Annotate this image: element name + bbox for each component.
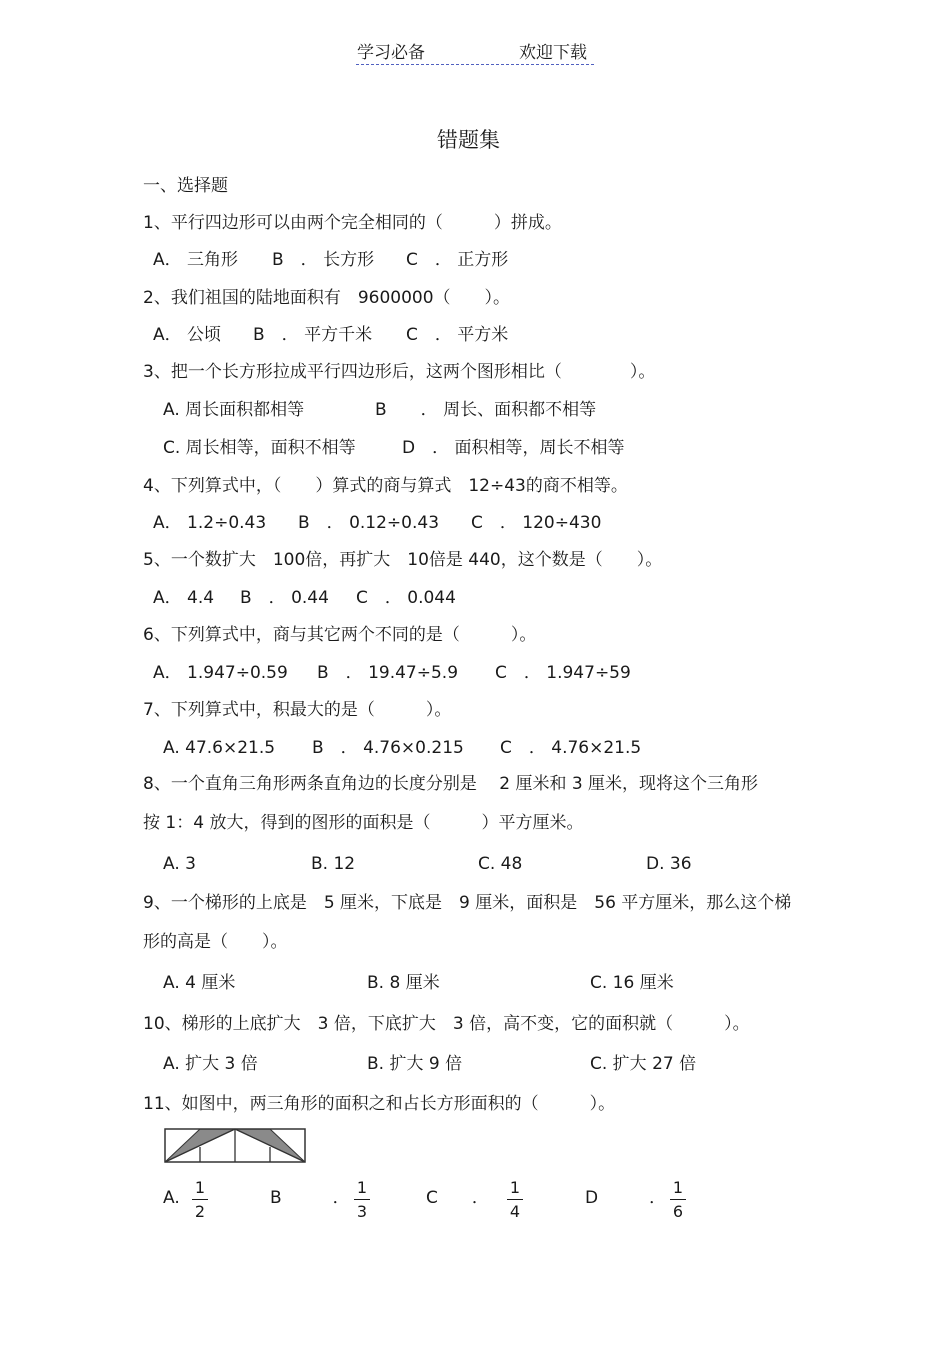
q8-option-a: A. 3	[163, 854, 196, 874]
question-10-stem: 10、梯形的上底扩大 3 倍，下底扩大 3 倍，高不变，它的面积就（ ）。	[143, 1014, 750, 1034]
q6-option-b: B ． 19.47÷5.9	[317, 663, 459, 683]
q7-option-b: B ． 4.76×0.215	[312, 738, 464, 758]
question-8-stem-line2: 按 1：4 放大，得到的图形的面积是（ ）平方厘米。	[143, 813, 584, 833]
q1-option-a: A． 三角形	[153, 250, 239, 270]
question-4-stem: 4、下列算式中，（ ）算式的商与算式 12÷43的商不相等。	[143, 476, 628, 496]
q10-option-a: A. 扩大 3 倍	[163, 1054, 258, 1074]
question-7-stem: 7、下列算式中，积最大的是（ ）。	[143, 700, 452, 720]
fraction-c-denominator: 4	[509, 1202, 521, 1221]
q8-option-b: B. 12	[311, 854, 356, 874]
q11-option-b: B ．	[270, 1188, 350, 1208]
fraction-a-denominator: 2	[194, 1202, 206, 1221]
fraction-d-denominator: 6	[672, 1202, 684, 1221]
fraction-b-bar	[354, 1199, 370, 1200]
q2-option-c: C ． 平方米	[406, 325, 509, 345]
fraction-a-bar	[192, 1199, 208, 1200]
q4-option-a: A． 1.2÷0.43	[153, 513, 267, 533]
rectangle-triangles-figure	[162, 1126, 310, 1166]
q1-option-b: B ． 长方形	[272, 250, 375, 270]
q11-option-c: C ．	[426, 1188, 489, 1208]
fraction-d-bar	[670, 1199, 686, 1200]
q5-option-c: C ． 0.044	[356, 588, 456, 608]
question-1-stem: 1、平行四边形可以由两个完全相同的（ ）拼成。	[143, 213, 562, 233]
fraction-b-denominator: 3	[356, 1202, 368, 1221]
q5-option-b: B ． 0.44	[240, 588, 329, 608]
question-5-stem: 5、一个数扩大 100倍，再扩大 10倍是 440，这个数是（ ）。	[143, 550, 663, 570]
q1-option-c: C ． 正方形	[406, 250, 509, 270]
q11-option-d: D ．	[585, 1188, 667, 1208]
question-3-stem: 3、把一个长方形拉成平行四边形后，这两个图形相比（ ）。	[143, 362, 656, 382]
q10-option-c: C. 扩大 27 倍	[590, 1054, 697, 1074]
q7-option-a: A. 47.6×21.5	[163, 738, 276, 758]
question-2-stem: 2、我们祖国的陆地面积有 9600000（ ）。	[143, 288, 511, 308]
fraction-c-bar	[507, 1199, 523, 1200]
question-8-stem-line1: 8、一个直角三角形两条直角边的长度分别是 2 厘米和 3 厘米，现将这个三角形	[143, 774, 759, 794]
q2-option-a: A． 公顷	[153, 325, 222, 345]
q4-option-c: C ． 120÷430	[471, 513, 602, 533]
q2-option-b: B ． 平方千米	[253, 325, 373, 345]
header-divider	[356, 64, 594, 65]
fraction-b-numerator: 1	[356, 1178, 368, 1197]
q6-option-c: C ． 1.947÷59	[495, 663, 631, 683]
fraction-d-numerator: 1	[672, 1178, 684, 1197]
q9-option-a: A. 4 厘米	[163, 973, 236, 993]
q9-option-c: C. 16 厘米	[590, 973, 674, 993]
q10-option-b: B. 扩大 9 倍	[367, 1054, 463, 1074]
question-9-stem-line2: 形的高是（ ）。	[143, 932, 288, 952]
q5-option-a: A． 4.4	[153, 588, 215, 608]
fraction-c-numerator: 1	[509, 1178, 521, 1197]
header-left: 学习必备	[357, 43, 425, 63]
question-9-stem-line1: 9、一个梯形的上底是 5 厘米，下底是 9 厘米，面积是 56 平方厘米，那么这个梯	[143, 893, 792, 913]
fraction-a-numerator: 1	[194, 1178, 206, 1197]
q11-option-a: A.	[163, 1188, 180, 1208]
q3-option-c: C. 周长相等，面积不相等	[163, 438, 356, 458]
page-title: 错题集	[437, 128, 500, 152]
q11-fraction-a	[188, 1179, 212, 1221]
section-heading: 一、选择题	[143, 176, 228, 196]
question-6-stem: 6、下列算式中，商与其它两个不同的是（ ）。	[143, 625, 537, 645]
q8-option-c: C. 48	[478, 854, 523, 874]
q3-option-a: A. 周长面积都相等	[163, 400, 305, 420]
q6-option-a: A． 1.947÷0.59	[153, 663, 288, 683]
q9-option-b: B. 8 厘米	[367, 973, 440, 993]
q11-fraction-b	[350, 1179, 374, 1221]
question-11-stem: 11、如图中，两三角形的面积之和占长方形面积的（ ）。	[143, 1094, 616, 1114]
q7-option-c: C ． 4.76×21.5	[500, 738, 642, 758]
q8-option-d: D. 36	[646, 854, 692, 874]
q3-option-d: D ． 面积相等，周长不相等	[402, 438, 625, 458]
q3-option-b: B ． 周长、面积都不相等	[375, 400, 597, 420]
q11-fraction-c	[503, 1179, 527, 1221]
header-right: 欢迎下载	[519, 43, 587, 63]
q4-option-b: B ． 0.12÷0.43	[298, 513, 440, 533]
q11-fraction-d	[666, 1179, 690, 1221]
